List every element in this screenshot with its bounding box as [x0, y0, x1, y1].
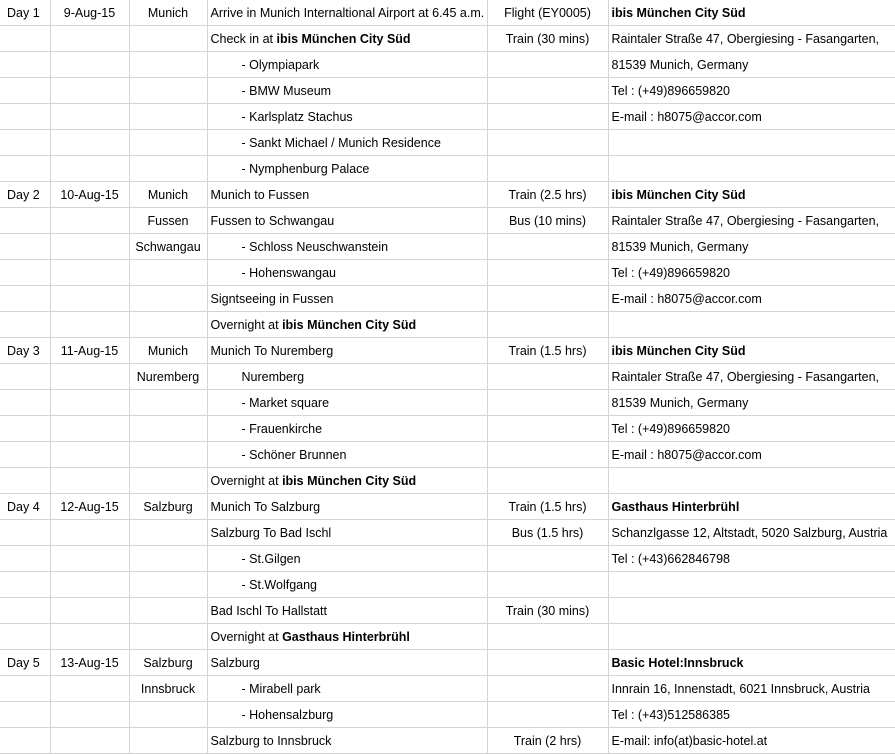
- hotel-cell[interactable]: [608, 234, 895, 260]
- table-row: [0, 208, 895, 234]
- transport-cell[interactable]: [487, 468, 608, 494]
- transport-cell[interactable]: [487, 624, 608, 650]
- city-cell[interactable]: [129, 26, 207, 52]
- date-cell[interactable]: [50, 26, 129, 52]
- transport-cell-text: Bus (1.5 hrs): [511, 525, 584, 540]
- hotel-cell[interactable]: [608, 208, 895, 234]
- city-cell-text: Munich: [147, 5, 189, 20]
- city-cell[interactable]: [129, 364, 207, 390]
- date-cell[interactable]: [50, 572, 129, 598]
- activity-text: Munich To Salzburg: [210, 499, 321, 514]
- table-row: [0, 78, 895, 104]
- city-cell[interactable]: [129, 312, 207, 338]
- city-cell-text: Fussen: [147, 213, 189, 228]
- day-cell[interactable]: [0, 156, 50, 182]
- hotel-cell-text: Raintaler Straße 47, Obergiesing - Fasangarten,: [611, 369, 879, 384]
- date-cell-text: 13-Aug-15: [60, 655, 119, 670]
- hotel-cell-text: Raintaler Straße 47, Obergiesing - Fasangarten,: [611, 31, 879, 46]
- table-row: [0, 104, 895, 130]
- activity-hotel-name: ibis München City Süd: [282, 473, 417, 488]
- day-cell-text: Day 1: [7, 5, 40, 20]
- hotel-cell-text: Gasthaus Hinterbrühl: [611, 499, 740, 514]
- activity-text: Overnight at: [210, 473, 283, 488]
- day-cell[interactable]: [0, 0, 50, 26]
- hotel-cell-text: ibis München City Süd: [611, 187, 746, 202]
- day-cell[interactable]: [0, 208, 50, 234]
- hotel-cell-text: E-mail: info(at)basic-hotel.at: [611, 733, 768, 748]
- transport-cell[interactable]: [487, 156, 608, 182]
- activity-text: Fussen to Schwangau: [210, 213, 335, 228]
- hotel-cell[interactable]: [608, 624, 895, 650]
- city-cell[interactable]: [129, 468, 207, 494]
- day-cell-text: Day 2: [7, 187, 40, 202]
- hotel-cell-text: 81539 Munich, Germany: [611, 239, 749, 254]
- city-cell[interactable]: [129, 0, 207, 26]
- city-cell[interactable]: [129, 624, 207, 650]
- activity-text: - Frauenkirche: [241, 421, 323, 436]
- activity-cell[interactable]: [207, 728, 487, 754]
- day-cell[interactable]: [0, 442, 50, 468]
- activity-cell[interactable]: [207, 208, 487, 234]
- hotel-cell-text: Basic Hotel:Innsbruck: [611, 655, 744, 670]
- city-cell[interactable]: [129, 182, 207, 208]
- activity-text: - St.Gilgen: [241, 551, 301, 566]
- transport-cell[interactable]: [487, 416, 608, 442]
- day-cell[interactable]: [0, 624, 50, 650]
- transport-cell-text: Train (30 mins): [505, 603, 590, 618]
- transport-cell[interactable]: [487, 338, 608, 364]
- hotel-cell[interactable]: [608, 546, 895, 572]
- hotel-cell-text: Tel : (+49)896659820: [611, 421, 730, 436]
- date-cell[interactable]: [50, 0, 129, 26]
- city-cell[interactable]: [129, 156, 207, 182]
- date-cell[interactable]: [50, 468, 129, 494]
- activity-hotel-name: ibis München City Süd: [276, 31, 411, 46]
- city-cell[interactable]: [129, 104, 207, 130]
- table-row: [0, 0, 895, 26]
- activity-text: Salzburg to Innsbruck: [210, 733, 332, 748]
- table-row: [0, 728, 895, 754]
- day-cell[interactable]: [0, 598, 50, 624]
- city-cell-text: Innsbruck: [140, 681, 196, 696]
- hotel-cell[interactable]: [608, 286, 895, 312]
- table-row: [0, 468, 895, 494]
- hotel-cell[interactable]: [608, 26, 895, 52]
- activity-cell[interactable]: [207, 338, 487, 364]
- transport-cell[interactable]: [487, 728, 608, 754]
- activity-cell[interactable]: [207, 546, 487, 572]
- date-cell[interactable]: [50, 182, 129, 208]
- activity-cell[interactable]: [207, 416, 487, 442]
- day-cell[interactable]: [0, 650, 50, 676]
- activity-cell[interactable]: [207, 130, 487, 156]
- transport-cell[interactable]: [487, 78, 608, 104]
- date-cell[interactable]: [50, 104, 129, 130]
- table-row: [0, 702, 895, 728]
- transport-cell-text: Train (2 hrs): [513, 733, 582, 748]
- date-cell[interactable]: [50, 390, 129, 416]
- date-cell[interactable]: [50, 78, 129, 104]
- activity-cell[interactable]: [207, 650, 487, 676]
- date-cell[interactable]: [50, 598, 129, 624]
- city-cell[interactable]: [129, 338, 207, 364]
- transport-cell[interactable]: [487, 598, 608, 624]
- date-cell-text: 10-Aug-15: [60, 187, 119, 202]
- activity-cell[interactable]: [207, 78, 487, 104]
- table-row: [0, 598, 895, 624]
- city-cell-text: Munich: [147, 187, 189, 202]
- table-row: [0, 520, 895, 546]
- date-cell[interactable]: [50, 546, 129, 572]
- hotel-cell[interactable]: [608, 598, 895, 624]
- table-row: [0, 52, 895, 78]
- city-cell-text: Salzburg: [143, 499, 193, 514]
- city-cell[interactable]: [129, 572, 207, 598]
- day-cell[interactable]: [0, 338, 50, 364]
- activity-cell[interactable]: [207, 26, 487, 52]
- transport-cell-text: Train (30 mins): [505, 31, 590, 46]
- day-cell[interactable]: [0, 234, 50, 260]
- date-cell-text: 11-Aug-15: [60, 343, 119, 358]
- table-row: [0, 26, 895, 52]
- date-cell[interactable]: [50, 442, 129, 468]
- hotel-cell[interactable]: [608, 442, 895, 468]
- activity-cell[interactable]: [207, 624, 487, 650]
- table-row: [0, 286, 895, 312]
- day-cell-text: Day 5: [7, 655, 40, 670]
- hotel-cell-text: Raintaler Straße 47, Obergiesing - Fasangarten,: [611, 213, 879, 228]
- hotel-cell-text: 81539 Munich, Germany: [611, 395, 749, 410]
- transport-cell[interactable]: [487, 390, 608, 416]
- day-cell[interactable]: [0, 312, 50, 338]
- activity-hotel-name: Gasthaus Hinterbrühl: [282, 629, 410, 644]
- city-cell[interactable]: [129, 728, 207, 754]
- activity-cell[interactable]: [207, 572, 487, 598]
- transport-cell[interactable]: [487, 650, 608, 676]
- date-cell[interactable]: [50, 650, 129, 676]
- hotel-cell-text: ibis München City Süd: [611, 343, 746, 358]
- transport-cell-text: Train (1.5 hrs): [508, 343, 587, 358]
- activity-text: - Hohensalzburg: [241, 707, 334, 722]
- activity-cell[interactable]: [207, 468, 487, 494]
- day-cell[interactable]: [0, 52, 50, 78]
- date-cell[interactable]: [50, 156, 129, 182]
- hotel-cell-text: E-mail : h8075@accor.com: [611, 447, 762, 462]
- activity-text: - BMW Museum: [241, 83, 332, 98]
- activity-cell[interactable]: [207, 702, 487, 728]
- date-cell[interactable]: [50, 520, 129, 546]
- hotel-cell[interactable]: [608, 156, 895, 182]
- city-cell[interactable]: [129, 676, 207, 702]
- table-row: [0, 182, 895, 208]
- table-row: [0, 676, 895, 702]
- hotel-cell[interactable]: [608, 650, 895, 676]
- activity-text: - Mirabell park: [241, 681, 321, 696]
- activity-cell[interactable]: [207, 156, 487, 182]
- city-cell[interactable]: [129, 390, 207, 416]
- date-cell[interactable]: [50, 624, 129, 650]
- date-cell[interactable]: [50, 208, 129, 234]
- table-row: [0, 156, 895, 182]
- hotel-cell-text: Tel : (+43)512586385: [611, 707, 730, 722]
- transport-cell-text: Flight (EY0005): [504, 5, 591, 20]
- city-cell[interactable]: [129, 598, 207, 624]
- city-cell[interactable]: [129, 208, 207, 234]
- hotel-cell-text: ibis München City Süd: [611, 5, 746, 20]
- table-row: [0, 260, 895, 286]
- transport-cell[interactable]: [487, 52, 608, 78]
- city-cell[interactable]: [129, 130, 207, 156]
- date-cell[interactable]: [50, 702, 129, 728]
- transport-cell-text: Bus (10 mins): [508, 213, 587, 228]
- hotel-cell[interactable]: [608, 468, 895, 494]
- hotel-cell[interactable]: [608, 520, 895, 546]
- city-cell[interactable]: [129, 52, 207, 78]
- activity-text: - Nymphenburg Palace: [241, 161, 370, 176]
- activity-cell[interactable]: [207, 364, 487, 390]
- day-cell[interactable]: [0, 390, 50, 416]
- table-row: [0, 390, 895, 416]
- transport-cell[interactable]: [487, 442, 608, 468]
- day-cell[interactable]: [0, 728, 50, 754]
- day-cell[interactable]: [0, 104, 50, 130]
- transport-cell[interactable]: [487, 104, 608, 130]
- city-cell[interactable]: [129, 546, 207, 572]
- date-cell-text: 9-Aug-15: [63, 5, 116, 20]
- hotel-cell[interactable]: [608, 104, 895, 130]
- hotel-cell[interactable]: [608, 572, 895, 598]
- transport-cell[interactable]: [487, 702, 608, 728]
- activity-hotel-name: ibis München City Süd: [282, 317, 417, 332]
- activity-cell[interactable]: [207, 234, 487, 260]
- date-cell[interactable]: [50, 52, 129, 78]
- day-cell-text: Day 4: [7, 499, 40, 514]
- hotel-cell-text: Tel : (+43)662846798: [611, 551, 730, 566]
- hotel-cell-text: Schanzlgasse 12, Altstadt, 5020 Salzburg, Austria: [611, 525, 888, 540]
- day-cell[interactable]: [0, 572, 50, 598]
- activity-cell[interactable]: [207, 182, 487, 208]
- day-cell[interactable]: [0, 130, 50, 156]
- transport-cell[interactable]: [487, 364, 608, 390]
- city-cell[interactable]: [129, 416, 207, 442]
- activity-cell[interactable]: [207, 390, 487, 416]
- city-cell[interactable]: [129, 260, 207, 286]
- transport-cell[interactable]: [487, 520, 608, 546]
- transport-cell[interactable]: [487, 208, 608, 234]
- city-cell[interactable]: [129, 520, 207, 546]
- transport-cell[interactable]: [487, 546, 608, 572]
- city-cell-text: Salzburg: [143, 655, 193, 670]
- transport-cell[interactable]: [487, 572, 608, 598]
- activity-cell[interactable]: [207, 104, 487, 130]
- activity-text: - Sankt Michael / Munich Residence: [241, 135, 441, 150]
- transport-cell[interactable]: [487, 676, 608, 702]
- hotel-cell[interactable]: [608, 338, 895, 364]
- transport-cell-text: Train (2.5 hrs): [508, 187, 587, 202]
- transport-cell[interactable]: [487, 0, 608, 26]
- transport-cell[interactable]: [487, 260, 608, 286]
- hotel-cell[interactable]: [608, 728, 895, 754]
- day-cell[interactable]: [0, 468, 50, 494]
- city-cell-text: Schwangau: [135, 239, 201, 254]
- date-cell-text: 12-Aug-15: [60, 499, 119, 514]
- activity-text: Overnight at: [210, 317, 283, 332]
- activity-text: Munich to Fussen: [210, 187, 310, 202]
- activity-text: - Karlsplatz Stachus: [241, 109, 353, 124]
- transport-cell[interactable]: [487, 182, 608, 208]
- date-cell[interactable]: [50, 260, 129, 286]
- activity-text: Signtseeing in Fussen: [210, 291, 334, 306]
- table-row: [0, 442, 895, 468]
- activity-text: - Hohenswangau: [241, 265, 337, 280]
- table-row: [0, 130, 895, 156]
- date-cell[interactable]: [50, 338, 129, 364]
- table-row: [0, 338, 895, 364]
- activity-text: - Schloss Neuschwanstein: [241, 239, 389, 254]
- day-cell[interactable]: [0, 520, 50, 546]
- hotel-cell-text: Innrain 16, Innenstadt, 6021 Innsbruck, Austria: [611, 681, 871, 696]
- date-cell[interactable]: [50, 494, 129, 520]
- day-cell[interactable]: [0, 364, 50, 390]
- table-row: [0, 312, 895, 338]
- hotel-cell[interactable]: [608, 78, 895, 104]
- hotel-cell-text: 81539 Munich, Germany: [611, 57, 749, 72]
- transport-cell-text: Train (1.5 hrs): [508, 499, 587, 514]
- activity-cell[interactable]: [207, 260, 487, 286]
- day-cell[interactable]: [0, 546, 50, 572]
- date-cell[interactable]: [50, 728, 129, 754]
- transport-cell[interactable]: [487, 26, 608, 52]
- hotel-cell[interactable]: [608, 312, 895, 338]
- city-cell[interactable]: [129, 78, 207, 104]
- activity-cell[interactable]: [207, 598, 487, 624]
- transport-cell[interactable]: [487, 234, 608, 260]
- hotel-cell[interactable]: [608, 494, 895, 520]
- table-row: [0, 624, 895, 650]
- activity-cell[interactable]: [207, 312, 487, 338]
- hotel-cell[interactable]: [608, 182, 895, 208]
- hotel-cell-text: E-mail : h8075@accor.com: [611, 109, 762, 124]
- transport-cell[interactable]: [487, 312, 608, 338]
- activity-cell[interactable]: [207, 442, 487, 468]
- city-cell-text: Munich: [147, 343, 189, 358]
- day-cell[interactable]: [0, 260, 50, 286]
- day-cell[interactable]: [0, 676, 50, 702]
- table-row: [0, 416, 895, 442]
- table-row: [0, 572, 895, 598]
- city-cell[interactable]: [129, 234, 207, 260]
- date-cell[interactable]: [50, 286, 129, 312]
- transport-cell[interactable]: [487, 494, 608, 520]
- day-cell[interactable]: [0, 702, 50, 728]
- city-cell-text: Nuremberg: [136, 369, 200, 384]
- hotel-cell[interactable]: [608, 364, 895, 390]
- hotel-cell[interactable]: [608, 702, 895, 728]
- day-cell[interactable]: [0, 416, 50, 442]
- city-cell[interactable]: [129, 442, 207, 468]
- activity-cell[interactable]: [207, 286, 487, 312]
- activity-text: Salzburg To Bad Ischl: [210, 525, 332, 540]
- hotel-cell[interactable]: [608, 390, 895, 416]
- transport-cell[interactable]: [487, 286, 608, 312]
- table-row: [0, 234, 895, 260]
- activity-text: Overnight at: [210, 629, 283, 644]
- hotel-cell-text: Tel : (+49)896659820: [611, 265, 730, 280]
- day-cell[interactable]: [0, 78, 50, 104]
- activity-text: - Schöner Brunnen: [241, 447, 347, 462]
- hotel-cell[interactable]: [608, 52, 895, 78]
- city-cell[interactable]: [129, 494, 207, 520]
- activity-cell[interactable]: [207, 0, 487, 26]
- date-cell[interactable]: [50, 676, 129, 702]
- day-cell[interactable]: [0, 494, 50, 520]
- date-cell[interactable]: [50, 416, 129, 442]
- table-row: [0, 546, 895, 572]
- day-cell[interactable]: [0, 182, 50, 208]
- day-cell-text: Day 3: [7, 343, 40, 358]
- table-row: [0, 650, 895, 676]
- date-cell[interactable]: [50, 130, 129, 156]
- hotel-cell[interactable]: [608, 676, 895, 702]
- day-cell[interactable]: [0, 286, 50, 312]
- activity-text: Bad Ischl To Hallstatt: [210, 603, 327, 618]
- activity-text: Arrive in Munich Internaltional Airport at 6.45 a.m.: [210, 5, 485, 20]
- city-cell[interactable]: [129, 286, 207, 312]
- hotel-cell[interactable]: [608, 0, 895, 26]
- activity-text: Salzburg: [210, 655, 260, 670]
- activity-text: Check in at: [210, 31, 277, 46]
- activity-text: - St.Wolfgang: [241, 577, 318, 592]
- hotel-cell[interactable]: [608, 416, 895, 442]
- transport-cell[interactable]: [487, 130, 608, 156]
- date-cell[interactable]: [50, 234, 129, 260]
- activity-cell[interactable]: [207, 676, 487, 702]
- hotel-cell[interactable]: [608, 260, 895, 286]
- city-cell[interactable]: [129, 702, 207, 728]
- city-cell[interactable]: [129, 650, 207, 676]
- activity-text: Nuremberg: [241, 369, 305, 384]
- activity-cell[interactable]: [207, 494, 487, 520]
- activity-cell[interactable]: [207, 520, 487, 546]
- date-cell[interactable]: [50, 364, 129, 390]
- table-row: [0, 494, 895, 520]
- activity-text: - Olympiapark: [241, 57, 320, 72]
- hotel-cell-text: E-mail : h8075@accor.com: [611, 291, 762, 306]
- activity-text: Munich To Nuremberg: [210, 343, 334, 358]
- date-cell[interactable]: [50, 312, 129, 338]
- hotel-cell-text: Tel : (+49)896659820: [611, 83, 730, 98]
- table-row: [0, 364, 895, 390]
- activity-text: - Market square: [241, 395, 330, 410]
- day-cell[interactable]: [0, 26, 50, 52]
- hotel-cell[interactable]: [608, 130, 895, 156]
- activity-cell[interactable]: [207, 52, 487, 78]
